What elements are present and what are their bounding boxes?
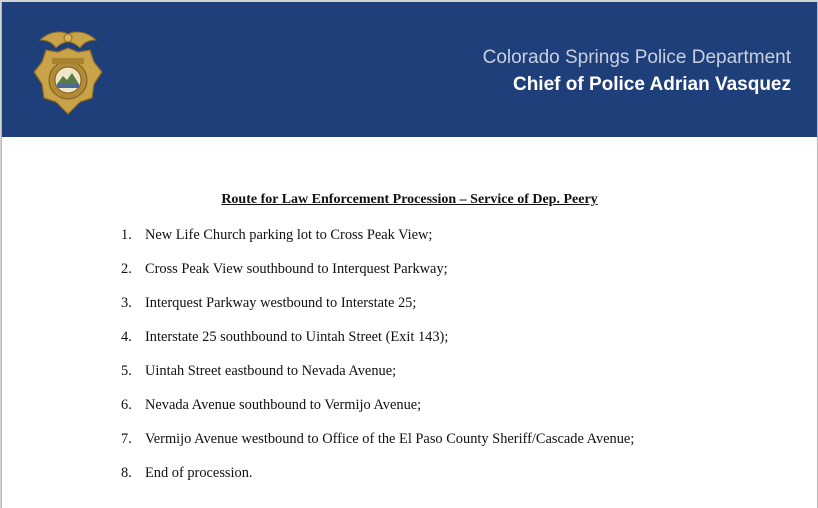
document-title: Route for Law Enforcement Procession – Service of Dep. Peery xyxy=(221,192,598,207)
route-step xyxy=(121,431,634,465)
route-step-text: New Life Church parking lot to Cross Peak View; xyxy=(145,227,433,243)
route-step-text: Vermijo Avenue westbound to Office of the El Paso County Sheriff/Cascade Avenue; xyxy=(145,431,635,447)
route-step-text: Interquest Parkway westbound to Interstate 25; xyxy=(145,295,417,311)
route-step-number: 7. xyxy=(121,431,132,447)
route-step xyxy=(121,227,634,261)
route-step-text: Cross Peak View southbound to Interquest Parkway; xyxy=(145,261,448,277)
route-step-number: 1. xyxy=(121,227,132,243)
route-step xyxy=(121,465,634,499)
route-step-text: Uintah Street eastbound to Nevada Avenue; xyxy=(145,363,397,379)
letterhead-banner xyxy=(2,2,817,137)
police-badge-icon xyxy=(32,28,104,120)
route-step xyxy=(121,295,634,329)
route-step-number: 2. xyxy=(121,261,132,277)
document-page xyxy=(1,2,818,508)
route-step-number: 6. xyxy=(121,397,132,413)
chief-name: Chief of Police Adrian Vasquez xyxy=(512,74,791,95)
route-step-number: 5. xyxy=(121,363,132,379)
route-step-text: End of procession. xyxy=(145,465,253,481)
route-step-list xyxy=(121,227,634,499)
route-step xyxy=(121,363,634,397)
route-step xyxy=(121,261,634,295)
route-step-number: 4. xyxy=(121,329,132,345)
route-step xyxy=(121,329,634,363)
route-step-text: Nevada Avenue southbound to Vermijo Avenue; xyxy=(145,397,422,413)
department-name: Colorado Springs Police Department xyxy=(482,47,791,68)
route-step-text: Interstate 25 southbound to Uintah Street (Exit 143); xyxy=(145,329,449,345)
route-step-number: 8. xyxy=(121,465,132,481)
route-step-number: 3. xyxy=(121,295,132,311)
route-step xyxy=(121,397,634,431)
